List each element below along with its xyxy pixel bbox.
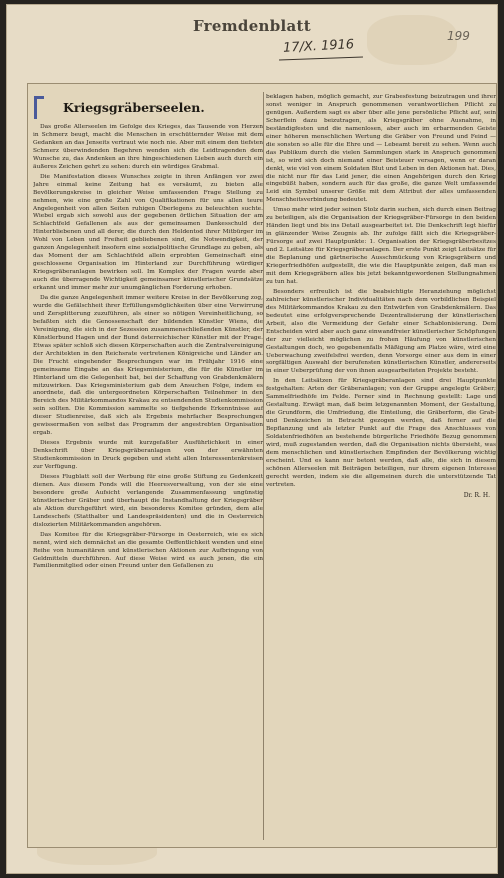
column-divider	[263, 92, 264, 840]
paragraph: Die Manifestation dieses Wunsches zeigte in ihren Anfängen vor zwei Jahre einmal keine Zeitung hat es versäumt, zu bieten alle Bevölkerungskreise in gleicher Weise umfassenden Frage Stellung zu nehmen, wie eine große Zahl von Qualifikationen für uns allen teure Angelegenheit von allen Seiten ruhigen Überlegens zu beleuchten suchte. Wiebel ergab sich sowohl aus der gegebenen örtlichen Situation der am Schlachtfeld Gefallenen als aus der gemeinsamen Dankesschuld der Hinterbliebenen und all derer, die durch den Heldentod ihrer Mitbürger im Wohl von Leben und Freiheit gebliebenen sind, die Notwendigkeit, der ganzen Angelegenheit insofern eine sozialpolitische Grundlage zu geben, als das Moment der am Schlachtfeld allein erprobten Gemeinschaft eine geschlossene Organisation im Hinterland zur Durchführung würdiger Kriegsgräberanlagen bewirken soll. Im Komplex der Fragen wurde aber auch die überragende Wichtigkeit gemeinsamer künstlerischer Grundsätze erkannt und immer mehr zur unumgänglichen Forderung erhoben.	[33, 173, 263, 292]
article-right-column	[266, 94, 496, 839]
paragraph: Umso mehr wird jeder seinen Stolz darin suchen, sich durch einen Beitrag zu beteiligen, als die Organisation der Kriegsgräber-Fürsorge in den beiden Händen liegt und bis ins Detail ausgearbeitet ist. Die Denkschrift legt hiefür in glänzender Weise Zeugnis ab. Ihr zufolge fällt sich die Kriegsgräber-Fürsorge auf zwei Hauptpunkte: 1. Organisation der Kriegsgräberbesitzes und 2. Leitsätze für Kriegsgräberanlagen. Der erste Punkt zeigt Leitsätze für die Beplanung und gärtnerische Ausschmückung von Kriegsgräbern und Kriegerfriedhöfen aufgestellt, die wie die Hauptpunkte zeigen, daß man es mit dem Kriegsgräbern alles bis jetzt bekanntgewordenen Stellungnahmen zu tun hat.	[266, 207, 496, 285]
newspaper-name: Fremdenblatt	[193, 17, 312, 35]
paragraph: Das große Allerseelen im Gefolge des Krieges, das Tausende von Herzen in Schmerz beugt, macht die Menschen in erschütternder Weise mit dem Gedanken an das Jenseits vertraut wie noch nie. Aber mit einem den tiefsten Schmerz überwindenden Begehren wenden sich die Leidtragenden dem Wunsche zu, das Andenken an ihre hingeschiedenen Lieben auch durch ein äußeres Zeichen gehrt zu sehen: durch ein würdiges Grabmal.	[33, 124, 263, 170]
article-title: Kriegsgräberseelen.	[63, 100, 205, 115]
paragraph: Da die ganze Angelegenheit immer weitere Kreise in der Bevölkerung zog, wurde die Gefälschheit ihrer Erfüllungsmöglichkeiten über eine Verwirrung und Zersplitterung zuzuführen, als einer so nötigen Vereinheitlichung, so befaßten sich die Genossenschaft der bildenden Künstler Wiens, die Vereinigung, die sich in der Sezession zusammenschließenden Künstler, der Künstlerbund Hagen und der Bund österreichischer Künstler mit der Frage. Etwas später schloß sich diesen Körperschaften auch die Zentralvereinigung der Architekten in den Reichsrate vertretenen Königreiche und Länder an. Die Frucht eingehender Besprechungen war im Frühjahr 1916 eine gemeinsame Eingabe an das Kriegsministerium, die für die Künstler im Hinterland um die Gelegenheit bat, bei der Schaffung von Grabdenkmälern mitzuwirken. Das Kriegsministerium gab dem Ansuchen Folge, indem es anordnete, daß die untergeordneten Körperschaften Teilnehmer in den Bereich des Militärkommandos Krakau zu entsendenden Studienkommission sein sollten. Die Kommission sammelte so tiefgehende Erkenntnisse auf dieser Studienreise, daß sich als Ergebnis mehrfacher Besprechungen gewissermaßen von selbst das Programm der angestrebten Organisation ergab.	[33, 295, 263, 437]
paragraph: beklagen haben, möglich gemacht, zur Grabesfestung beizutragen und ihrer sonst weniger in Anspruch genommenen verantwortlichen Pflicht zu genügen. Außerdem sagt es aber über alle jene persönliche Pflicht auf, sein Scherflein dazu beizutragen, als Kriegsgräber ohne Ausnahme, in beständigfesten und die namenlosen, aber auch im erbarmenden Geiste einer höheren menschlichen Wertung die Gräber von Freund und Feind — die sonsten so alle für die Ehre und — Lebeamt bereit zu sehen. Wenn auch das Publikum durch die vielen Sammlungen stark in Anspruch genommen ist, so wird sich doch niemand einer Beisteuer versagen, wenn er daran denkt, wie viel von einem Soldaten Blut und Leben in den Aktionen hat. Dies, die nicht nur für das Leid jener, die einen Angehörigen durch den Krieg eingebüßt haben, sondern auch für das große, die ganze Welt umfassende Leid ein Symbol unserer Größe mit dem Attribut der alles umfassenden Menschheitsverbindung bedeutet.	[266, 94, 496, 204]
paragraph: Das Komitee für die Kriegsgräber-Fürsorge in Oesterreich, wie es sich nennt, wird sich demnächst an die gesamte Oeffentlichkeit wenden und eine Reihe von humanitären und künstlerischen Aktionen zur Aufbringung von Geldmitteln durchführen. Auf diese Weise wird es auch jenen, die ein Familienmitglied oder einen Freund unter den Gefallenen zu	[33, 531, 263, 570]
paragraph: Besonders erfreulich ist die beabsichtigte Heranziehung möglichst zahlreicher künstlerischer Individualitäten nach dem vorbildlichen Beispiel des Militärkommandos Krakau zu den Entwürfen von Grabdenkmälern. Das bedeutet eine erfolgversprechende Dezentralisierung der künstlerischen Arbeit, also die Vermeidung der Gefahr einer Schablonisierung. Dem Entscheiden wird aber auch ganz einwandfreier künstlerischer Schöpfungen der zur vielleicht möglichen zu frohen Häufung von künstlerischen Gestaltungen doch, wo gegebenenfalls Mäßigung am Platze wäre, wird eine Ueberwachung zweifelsfrei werden, denn Vorsorge einer aus dem in einer sorgfältigen Auswahl der berufensten künstlerischen Künstler, andererseits in einer Ueberprüfung der von ihnen ausgearbeiteten Projekte besteht.	[266, 288, 496, 375]
date-underline	[279, 57, 363, 61]
newspaper-clipping	[27, 83, 497, 848]
paragraph: Dieses Flugblatt soll der Werbung für eine große Stiftung zu Gedenkzeit dienen. Aus diesem Fonds will die Heeresverwaltung, von der sie eine besondere große Aufsicht verlangende Zusammenfassung ungünstig künstlerischer Gräber und überhaupt die Instandhaltung der Kriegsgräber als Aktion durchgeführt wird, ein besonderes Komitee gründen, dem alle Landeschefs (Statthalter und Landespräsidenten) und die in Oesterreich dislozierten Militärkommanden angehören.	[33, 473, 263, 528]
handwritten-date: 17/X. 1916	[282, 37, 355, 56]
paragraph: Dieses Ergebnis wurde mit kurzgefaßter Ausführlichkeit in einer Denkschrift über Kriegsgräberanlagen von der erwähnten Studienkommission in Druck gegeben und steht allen Interessentenkreisen zur Verfügung.	[33, 440, 263, 471]
paragraph: In den Leitsätzen für Kriegsgräberanlagen sind drei Hauptpunkte festgehalten: Arten der Gräberanlagen; von der Gruppe angelegte Gräber; Sammelfriedhöfe im Felde. Ferner sind in Rechnung gestellt: Lage und Gestaltung. Erwägt man, daß beim letzgenannten Moment, der Gestaltung, die Grundform, die Umfriedung, die Einteilung, die Gräberform, die Grab- und Denkzeichen in Betracht gezogen werden, daß ferner auf die Bepflanzung und als letzter Punkt auf die Frage des Anschlusses von Soldatenfriedhöfen an bestehende bürgerliche Friedhöfe Bezug genommen wird, muß zugestanden werden, daß die Organisation nichts übersieht, was dem menschlichen und künstlerischen Empfinden der Bevölkerung wichtig erscheint. Und es kann nur betont werden, daß alle, die sich in diesem schönen Allerseelen mit Beiträgen beteiligen, nur ihrem eigenen Interesse gerecht werden, indem sie die allgemeinen durch die unterstützende Tat vertreten.	[266, 378, 496, 488]
author-signature: Dr. R. H.	[463, 491, 490, 499]
archive-sheet	[6, 4, 498, 874]
archive-number: 199	[447, 29, 470, 43]
article-left-column	[33, 94, 263, 839]
